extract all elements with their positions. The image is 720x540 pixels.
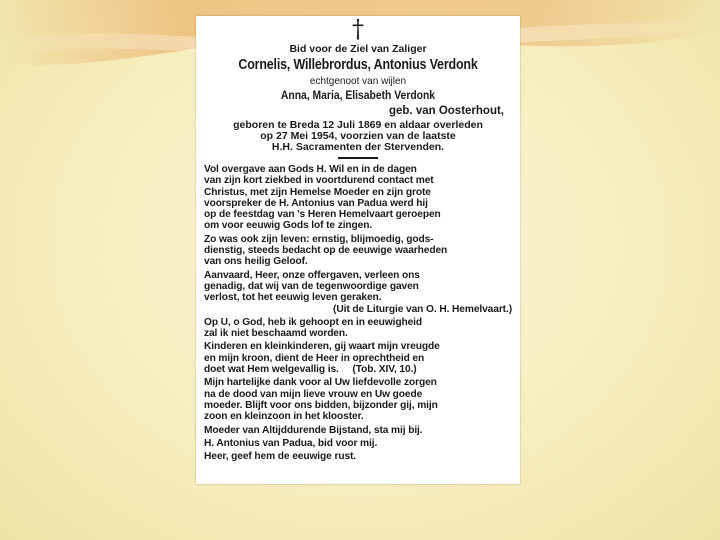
text-line: genadig, dat wij van de tegenwoordige gaven [204, 280, 419, 292]
deceased-name: Cornelis, Willebrordus, Antonius Verdonk [238, 57, 478, 73]
cross-icon: † [352, 16, 364, 43]
liturgy-attribution: (Uit de Liturgie van O. H. Hemelvaart.) [333, 303, 512, 315]
text-line: zal ik niet beschaamd worden. [204, 328, 348, 340]
text-line: Vol overgave aan Gods H. Wil en in de dagen [204, 164, 417, 175]
text-line: na de dood van mijn lieve vrouw en Uw goede [204, 388, 423, 400]
paragraph [204, 377, 512, 422]
paragraph [204, 317, 512, 340]
text-line: Zo was ook zijn leven: ernstig, blijmoedig, gods- [204, 233, 434, 245]
text-line: moeder. Blijft voor ons bidden, bijzonder gij, mijn [204, 399, 438, 411]
paragraph [204, 234, 512, 268]
text-line: Mijn hartelijke dank voor al Uw liefdevolle zorgen [204, 377, 437, 389]
text-line: zoon en kleinzoon in het klooster. [204, 411, 364, 423]
paragraph [204, 425, 512, 436]
divider [338, 157, 378, 159]
text-line: op de feestdag van 's Heren Hemelvaart geroepen [204, 209, 441, 221]
birth-death-line: geboren te Breda 12 Juli 1869 en aldaar overleden [233, 119, 483, 131]
prayer-heading: Bid voor de Ziel van Zaliger [289, 43, 427, 55]
text-line: verlost, tot het eeuwig leven geraken. [204, 292, 382, 304]
birth-death-details [204, 120, 512, 153]
text-line: Kinderen en kleinkinderen, gij waart mijn vreugde [204, 341, 440, 353]
text-line: en mijn kroon, dient de Heer in oprechtheid en [204, 352, 425, 364]
text-line: van zijn kort ziekbed in voortdurend contact met [204, 175, 434, 187]
prayer-line: Heer, geef hem de eeuwige rust. [204, 451, 357, 463]
paragraph [204, 270, 512, 315]
prayer-line: H. Antonius van Padua, bid voor mij. [204, 437, 378, 449]
text-line: van ons heilig Geloof. [204, 256, 308, 268]
paragraph [204, 341, 512, 375]
card-body [204, 164, 512, 462]
prayer-line: Moeder van Altijddurende Bijstand, sta mij bij. [204, 424, 423, 436]
paragraph [204, 164, 512, 232]
text-line: om voor eeuwig Gods lof te zingen. [204, 220, 373, 232]
text-line: Op U, o God, heb ik gehoopt en in eeuwigheid [204, 316, 423, 328]
paragraph [204, 451, 512, 462]
memorial-card [196, 16, 520, 484]
text-line: dienstig, steeds bedacht op de eeuwige waarheden [204, 245, 448, 257]
spouse-maiden-name: geb. van Oosterhout, [388, 105, 504, 117]
text-line: Aanvaard, Heer, onze offergaven, verleen ons [204, 269, 420, 281]
birth-death-line: H.H. Sacramenten der Stervenden. [271, 141, 445, 153]
text-line: doet wat Hem welgevallig is. (Tob. XIV, 10.) [204, 364, 417, 376]
text-line: voorspreker de H. Antonius van Padua werd hij [204, 197, 428, 209]
spouse-name: Anna, Maria, Elisabeth Verdonk [280, 90, 436, 102]
spouse-intro: echtgenoot van wijlen [309, 76, 407, 87]
birth-death-line: op 27 Mei 1954, voorzien van de laatste [260, 130, 456, 142]
text-line: Christus, met zijn Hemelse Moeder en zijn grote [204, 186, 431, 198]
paragraph [204, 438, 512, 449]
